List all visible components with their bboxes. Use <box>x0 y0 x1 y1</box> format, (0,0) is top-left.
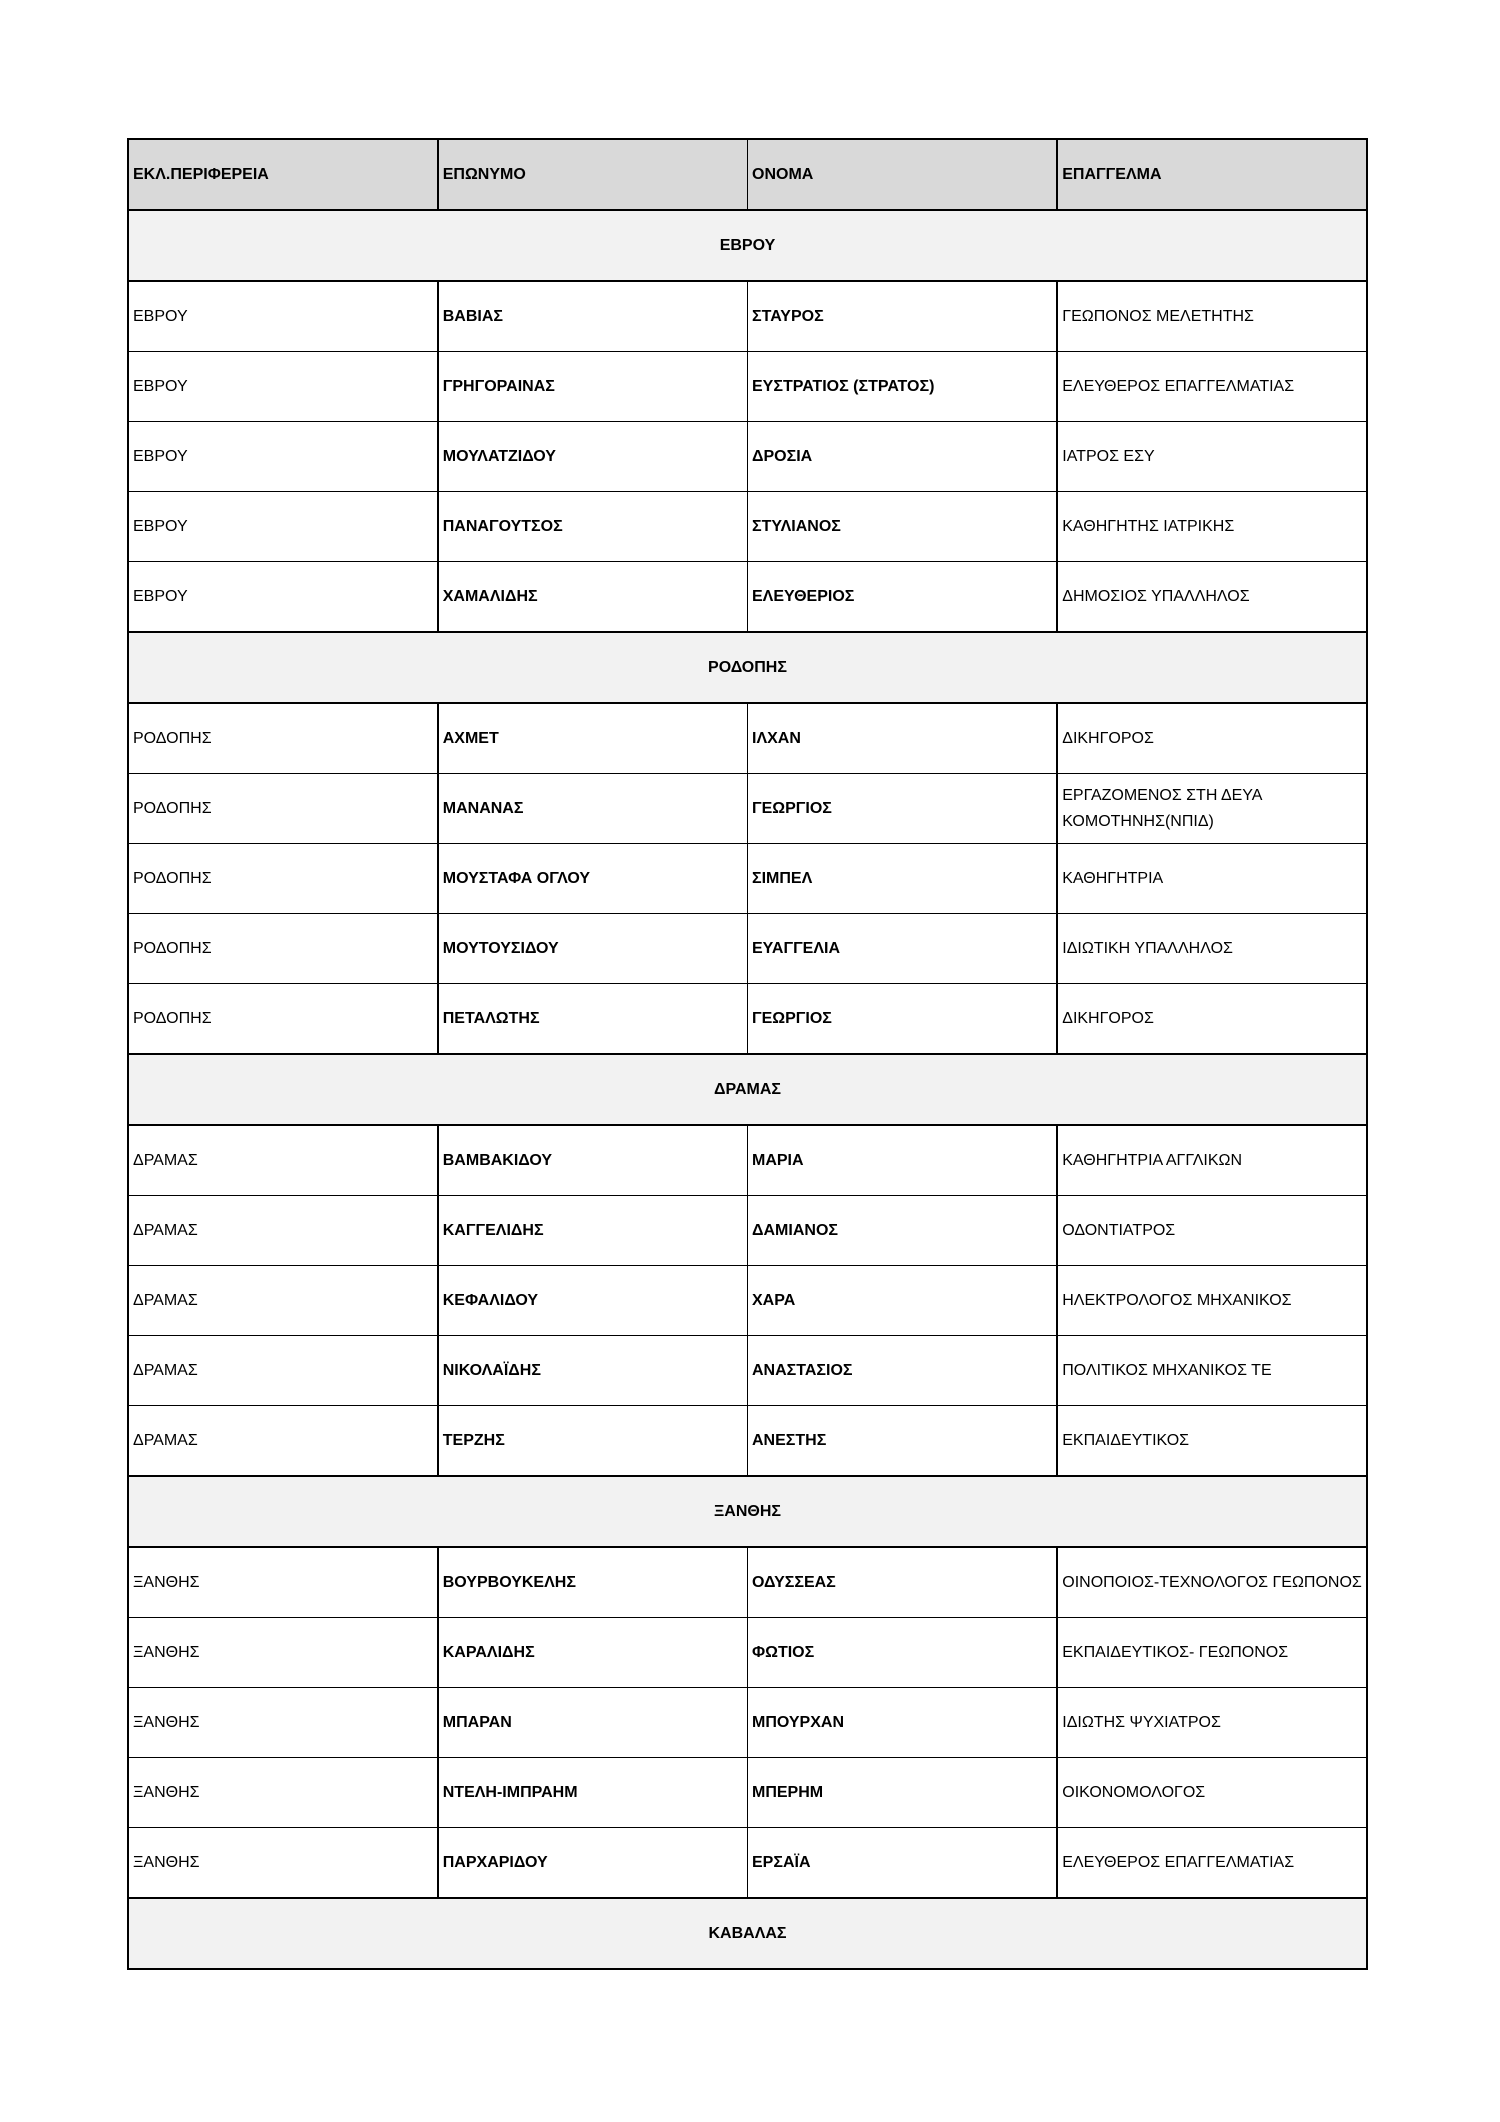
profession-cell: ΕΛΕΥΘΕΡΟΣ ΕΠΑΓΓΕΛΜΑΤΙΑΣ <box>1057 1828 1367 1899</box>
surname-cell: ΠΕΤΑΛΩΤΗΣ <box>438 984 748 1055</box>
surname-cell: ΜΟΥΣΤΑΦΑ ΟΓΛΟΥ <box>438 844 748 914</box>
profession-cell: ΟΙΝΟΠΟΙΟΣ-ΤΕΧΝΟΛΟΓΟΣ ΓΕΩΠΟΝΟΣ <box>1057 1547 1367 1618</box>
section-title: ΔΡΑΜΑΣ <box>128 1054 1367 1125</box>
region-cell: ΕΒΡΟΥ <box>128 562 438 633</box>
profession-cell: ΕΡΓΑΖΟΜΕΝΟΣ ΣΤΗ ΔΕΥΑ ΚΟΜΟΤΗΝΗΣ(ΝΠΙΔ) <box>1057 774 1367 844</box>
region-cell: ΡΟΔΟΠΗΣ <box>128 914 438 984</box>
surname-cell: ΜΠΑΡΑΝ <box>438 1688 748 1758</box>
region-cell: ΡΟΔΟΠΗΣ <box>128 774 438 844</box>
profession-cell: ΠΟΛΙΤΙΚΟΣ ΜΗΧΑΝΙΚΟΣ ΤΕ <box>1057 1336 1367 1406</box>
profession-cell: ΕΛΕΥΘΕΡΟΣ ΕΠΑΓΓΕΛΜΑΤΙΑΣ <box>1057 352 1367 422</box>
region-cell: ΕΒΡΟΥ <box>128 422 438 492</box>
table-row <box>128 1688 1367 1758</box>
region-cell: ΡΟΔΟΠΗΣ <box>128 984 438 1055</box>
profession-cell: ΕΚΠΑΙΔΕΥΤΙΚΟΣ- ΓΕΩΠΟΝΟΣ <box>1057 1618 1367 1688</box>
surname-cell: ΚΕΦΑΛΙΔΟΥ <box>438 1266 748 1336</box>
table-header-row <box>128 139 1367 210</box>
section-title: ΞΑΝΘΗΣ <box>128 1476 1367 1547</box>
table-row <box>128 422 1367 492</box>
firstname-cell: ΟΔΥΣΣΕΑΣ <box>748 1547 1058 1618</box>
profession-cell: ΚΑΘΗΓΗΤΡΙΑ ΑΓΓΛΙΚΩΝ <box>1057 1125 1367 1196</box>
profession-cell: ΔΙΚΗΓΟΡΟΣ <box>1057 984 1367 1055</box>
section-header-row <box>128 1054 1367 1125</box>
profession-cell: ΔΗΜΟΣΙΟΣ ΥΠΑΛΛΗΛΟΣ <box>1057 562 1367 633</box>
firstname-cell: ΦΩΤΙΟΣ <box>748 1618 1058 1688</box>
firstname-cell: ΣΤΑΥΡΟΣ <box>748 281 1058 352</box>
table-row <box>128 914 1367 984</box>
candidates-table <box>127 138 1368 1970</box>
region-cell: ΞΑΝΘΗΣ <box>128 1758 438 1828</box>
table-row <box>128 1547 1367 1618</box>
firstname-cell: ΕΥΣΤΡΑΤΙΟΣ (ΣΤΡΑΤΟΣ) <box>748 352 1058 422</box>
firstname-cell: ΙΛΧΑΝ <box>748 703 1058 774</box>
surname-cell: ΚΑΡΑΛΙΔΗΣ <box>438 1618 748 1688</box>
firstname-cell: ΔΑΜΙΑΝΟΣ <box>748 1196 1058 1266</box>
firstname-cell: ΜΠΕΡΗΜ <box>748 1758 1058 1828</box>
profession-cell: ΔΙΚΗΓΟΡΟΣ <box>1057 703 1367 774</box>
table-row <box>128 1336 1367 1406</box>
firstname-cell: ΔΡΟΣΙΑ <box>748 422 1058 492</box>
surname-cell: ΒΟΥΡΒΟΥΚΕΛΗΣ <box>438 1547 748 1618</box>
table-row <box>128 562 1367 633</box>
firstname-cell: ΣΙΜΠΕΛ <box>748 844 1058 914</box>
table-row <box>128 703 1367 774</box>
firstname-cell: ΕΡΣΑΪΑ <box>748 1828 1058 1899</box>
section-header-row <box>128 632 1367 703</box>
section-title: ΕΒΡΟΥ <box>128 210 1367 281</box>
firstname-cell: ΕΛΕΥΘΕΡΙΟΣ <box>748 562 1058 633</box>
firstname-cell: ΕΥΑΓΓΕΛΙΑ <box>748 914 1058 984</box>
firstname-cell: ΓΕΩΡΓΙΟΣ <box>748 774 1058 844</box>
surname-cell: ΒΑΜΒΑΚΙΔΟΥ <box>438 1125 748 1196</box>
section-title: ΡΟΔΟΠΗΣ <box>128 632 1367 703</box>
firstname-cell: ΣΤΥΛΙΑΝΟΣ <box>748 492 1058 562</box>
firstname-cell: ΧΑΡΑ <box>748 1266 1058 1336</box>
surname-cell: ΓΡΗΓΟΡΑΙΝΑΣ <box>438 352 748 422</box>
profession-cell: ΟΔΟΝΤΙΑΤΡΟΣ <box>1057 1196 1367 1266</box>
table-row <box>128 1125 1367 1196</box>
firstname-cell: ΑΝΑΣΤΑΣΙΟΣ <box>748 1336 1058 1406</box>
profession-cell: ΓΕΩΠΟΝΟΣ ΜΕΛΕΤΗΤΗΣ <box>1057 281 1367 352</box>
header-region: ΕΚΛ.ΠΕΡΙΦΕΡΕΙΑ <box>128 139 438 210</box>
table-row <box>128 984 1367 1055</box>
table-row <box>128 1406 1367 1477</box>
profession-cell: ΚΑΘΗΓΗΤΡΙΑ <box>1057 844 1367 914</box>
region-cell: ΔΡΑΜΑΣ <box>128 1125 438 1196</box>
profession-cell: ΙΑΤΡΟΣ ΕΣΥ <box>1057 422 1367 492</box>
surname-cell: ΤΕΡΖΗΣ <box>438 1406 748 1477</box>
section-header-row <box>128 1476 1367 1547</box>
profession-cell: ΚΑΘΗΓΗΤΗΣ ΙΑΤΡΙΚΗΣ <box>1057 492 1367 562</box>
firstname-cell: ΜΠΟΥΡΧΑΝ <box>748 1688 1058 1758</box>
region-cell: ΡΟΔΟΠΗΣ <box>128 703 438 774</box>
region-cell: ΔΡΑΜΑΣ <box>128 1406 438 1477</box>
table-row <box>128 1618 1367 1688</box>
region-cell: ΞΑΝΘΗΣ <box>128 1688 438 1758</box>
table-row <box>128 1828 1367 1899</box>
region-cell: ΔΡΑΜΑΣ <box>128 1336 438 1406</box>
table-row <box>128 1266 1367 1336</box>
firstname-cell: ΜΑΡΙΑ <box>748 1125 1058 1196</box>
header-firstname: ΟΝΟΜΑ <box>748 139 1058 210</box>
table-row <box>128 844 1367 914</box>
header-surname: ΕΠΩΝΥΜΟ <box>438 139 748 210</box>
profession-cell: ΕΚΠΑΙΔΕΥΤΙΚΟΣ <box>1057 1406 1367 1477</box>
header-profession: ΕΠΑΓΓΕΛΜΑ <box>1057 139 1367 210</box>
table-row <box>128 1196 1367 1266</box>
surname-cell: ΧΑΜΑΛΙΔΗΣ <box>438 562 748 633</box>
table-row <box>128 492 1367 562</box>
surname-cell: ΝΤΕΛΗ-ΙΜΠΡΑΗΜ <box>438 1758 748 1828</box>
table-row <box>128 281 1367 352</box>
profession-cell: ΗΛΕΚΤΡΟΛΟΓΟΣ ΜΗΧΑΝΙΚΟΣ <box>1057 1266 1367 1336</box>
region-cell: ΞΑΝΘΗΣ <box>128 1618 438 1688</box>
surname-cell: ΑΧΜΕΤ <box>438 703 748 774</box>
surname-cell: ΚΑΓΓΕΛΙΔΗΣ <box>438 1196 748 1266</box>
section-title: ΚΑΒΑΛΑΣ <box>128 1898 1367 1969</box>
region-cell: ΞΑΝΘΗΣ <box>128 1547 438 1618</box>
surname-cell: ΝΙΚΟΛΑΪΔΗΣ <box>438 1336 748 1406</box>
region-cell: ΞΑΝΘΗΣ <box>128 1828 438 1899</box>
region-cell: ΕΒΡΟΥ <box>128 281 438 352</box>
section-header-row <box>128 1898 1367 1969</box>
table-row <box>128 1758 1367 1828</box>
region-cell: ΕΒΡΟΥ <box>128 492 438 562</box>
firstname-cell: ΓΕΩΡΓΙΟΣ <box>748 984 1058 1055</box>
firstname-cell: ΑΝΕΣΤΗΣ <box>748 1406 1058 1477</box>
region-cell: ΔΡΑΜΑΣ <box>128 1196 438 1266</box>
table-row <box>128 774 1367 844</box>
region-cell: ΔΡΑΜΑΣ <box>128 1266 438 1336</box>
profession-cell: ΙΔΙΩΤΗΣ ΨΥΧΙΑΤΡΟΣ <box>1057 1688 1367 1758</box>
profession-cell: ΟΙΚΟΝΟΜΟΛΟΓΟΣ <box>1057 1758 1367 1828</box>
table-row <box>128 352 1367 422</box>
region-cell: ΡΟΔΟΠΗΣ <box>128 844 438 914</box>
section-header-row <box>128 210 1367 281</box>
surname-cell: ΜΟΥΛΑΤΖΙΔΟΥ <box>438 422 748 492</box>
surname-cell: ΠΑΝΑΓΟΥΤΣΟΣ <box>438 492 748 562</box>
region-cell: ΕΒΡΟΥ <box>128 352 438 422</box>
table-body <box>128 139 1367 1969</box>
surname-cell: ΜΟΥΤΟΥΣΙΔΟΥ <box>438 914 748 984</box>
profession-cell: ΙΔΙΩΤΙΚΗ ΥΠΑΛΛΗΛΟΣ <box>1057 914 1367 984</box>
surname-cell: ΒΑΒΙΑΣ <box>438 281 748 352</box>
surname-cell: ΠΑΡΧΑΡΙΔΟΥ <box>438 1828 748 1899</box>
surname-cell: ΜΑΝΑΝΑΣ <box>438 774 748 844</box>
